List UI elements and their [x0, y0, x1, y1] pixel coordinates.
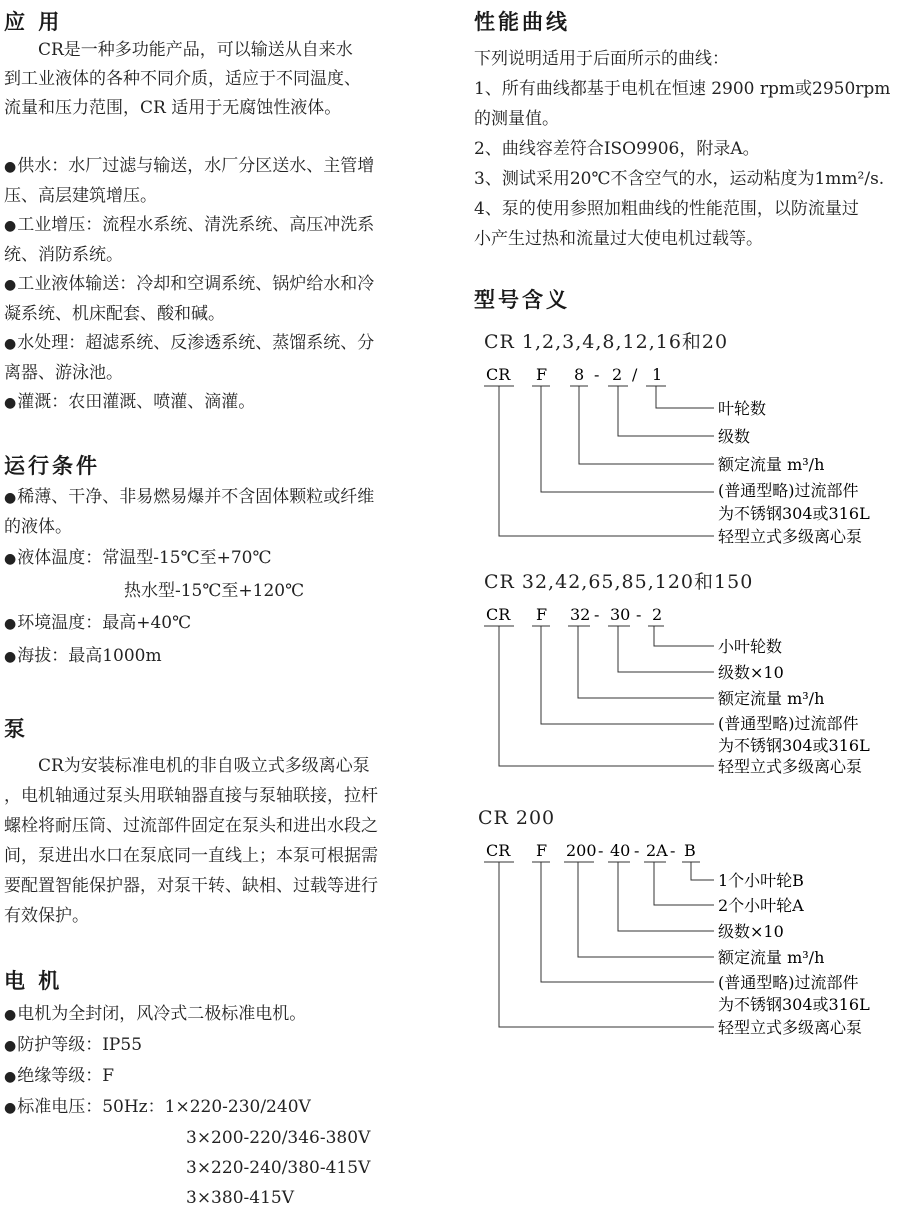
left-column [4, 0, 436, 1213]
right-column [474, 0, 920, 1072]
curves-line: 1、所有曲线都基于电机在恒速 2900 rpm或2950rpm [474, 79, 891, 99]
conditions-line: ● 环境温度：最高+40℃ [4, 607, 436, 640]
model-block1-heading: CR 1,2,3,4,8,12,16和20 [484, 331, 729, 353]
conditions-line: ● 海拔：最高1000m [4, 640, 436, 673]
application-bullet-cont: 统、消防系统。 [4, 245, 123, 265]
curves-title: 性能曲线 [474, 10, 570, 34]
label-material: (普通型略)过流部件 [718, 714, 859, 733]
label-type: 轻型立式多级离心泵 [718, 757, 863, 776]
label-impellers: 叶轮数 [718, 399, 767, 418]
code-impellers: 1 [652, 365, 663, 384]
conditions-line: ● 稀薄、干净、非易燃易爆并不含固体颗粒或纤维 [4, 483, 436, 513]
motor-title: 电 机 [4, 969, 63, 993]
curves-line: 2、曲线容差符合ISO9906，附录A。 [474, 139, 760, 159]
code-f: F [536, 841, 548, 860]
code-cr: CR [486, 365, 511, 384]
label-flow: 额定流量 m³/h [718, 455, 825, 474]
model-block3-diagram [474, 832, 914, 1072]
code-small-impeller-a: 2A [646, 841, 668, 860]
application-bullet: ● 工业增压：流程水系统、清洗系统、高压冲洗系 [4, 211, 436, 241]
application-bullet-cont: 压、高层建筑增压。 [4, 186, 157, 206]
label-type: 轻型立式多级离心泵 [718, 527, 863, 546]
code-dash: - [670, 841, 676, 860]
application-bullet: ● 供水：水厂过滤与输送，水厂分区送水、主管增 [4, 152, 436, 182]
code-stages: 2 [612, 365, 623, 384]
motor-line: ● 绝缘等级：F [4, 1061, 436, 1092]
application-intro-line: 到工业液体的各种不同介质，适应于不同温度、 [4, 69, 361, 89]
code-flow: 8 [574, 365, 585, 384]
motor-line: ● 防护等级：IP55 [4, 1030, 436, 1061]
application-bullet: ● 工业液体输送：冷却和空调系统、锅炉给水和冷 [4, 270, 436, 300]
pump-title: 泵 [4, 717, 28, 741]
code-stages: 30 [610, 605, 631, 624]
label-stages: 级数×10 [718, 663, 784, 682]
label-material-2: 为不锈钢304或316L [718, 995, 870, 1014]
label-type: 轻型立式多级离心泵 [718, 1018, 863, 1037]
conditions-line: ● 液体温度：常温型-15℃至+70℃ [4, 542, 436, 575]
motor-line: 3×380-415V [186, 1188, 294, 1208]
curves-line: 4、泵的使用参照加粗曲线的性能范围，以防流量过 [474, 199, 859, 219]
code-slash: / [632, 365, 638, 384]
conditions-title: 运行条件 [4, 454, 100, 478]
code-cr: CR [486, 841, 511, 860]
curves-line: 3、测试采用20℃不含空气的水，运动粘度为1mm²/s. [474, 169, 885, 189]
model-block2-heading: CR 32,42,65,85,120和150 [484, 571, 754, 593]
code-cr: CR [486, 605, 511, 624]
code-dash: - [594, 365, 600, 384]
pump-line: 间，泵进出水口在泵底同一直线上；本泵可根据需 [4, 846, 378, 866]
code-dash: - [636, 605, 642, 624]
conditions-line: 热水型-15℃至+120℃ [124, 581, 305, 601]
code-flow: 32 [570, 605, 591, 624]
application-bullet: ● 水处理：超滤系统、反渗透系统、蒸馏系统、分 [4, 329, 436, 359]
model-block1-diagram [474, 356, 914, 568]
code-small-impellers: 2 [652, 605, 663, 624]
application-intro-line: 流量和压力范围，CR 适用于无腐蚀性液体。 [4, 98, 342, 118]
motor-line: 3×200-220/346-380V [186, 1128, 371, 1148]
label-flow: 额定流量 m³/h [718, 689, 825, 708]
model-block3-heading: CR 200 [478, 807, 556, 829]
label-flow: 额定流量 m³/h [718, 948, 825, 967]
label-material: (普通型略)过流部件 [718, 973, 859, 992]
motor-line: ● 电机为全封闭，风冷式二极标准电机。 [4, 999, 436, 1030]
model-block2-diagram [474, 596, 914, 798]
application-bullet: ● 灌溉：农田灌溉、喷灌、滴灌。 [4, 388, 436, 418]
code-stages: 40 [610, 841, 631, 860]
pump-line: 要配置智能保护器，对泵干转、缺相、过载等进行 [4, 876, 378, 896]
application-bullet-cont: 离器、游泳池。 [4, 363, 123, 383]
code-dash: - [594, 605, 600, 624]
label-stages: 级数 [718, 427, 751, 446]
code-dash: - [598, 841, 604, 860]
pump-line: CR为安装标准电机的非自吸立式多级离心泵 [38, 756, 370, 776]
label-impeller-b: 1个小叶轮B [718, 871, 804, 890]
application-title: 应 用 [4, 10, 63, 34]
label-stages: 级数×10 [718, 922, 784, 941]
curves-line: 小产生过热和流量过大使电机过载等。 [474, 229, 763, 249]
curves-line: 下列说明适用于后面所示的曲线： [474, 49, 729, 69]
motor-line: 3×220-240/380-415V [186, 1158, 371, 1178]
pump-line: 螺栓将耐压筒、过流部件固定在泵头和进出水段之 [4, 816, 378, 836]
model-title: 型号含义 [474, 288, 570, 312]
code-f: F [536, 605, 548, 624]
label-impeller-a: 2个小叶轮A [718, 896, 804, 915]
label-material-2: 为不锈钢304或316L [718, 504, 870, 523]
conditions-line: 的液体。 [4, 517, 72, 537]
motor-line: ● 标准电压：50Hz：1×220-230/240V [4, 1092, 436, 1123]
label-small-impellers: 小叶轮数 [718, 637, 783, 656]
code-dash: - [634, 841, 640, 860]
pump-line: ，电机轴通过泵头用联轴器直接与泵轴联接，拉杆 [4, 786, 378, 806]
code-small-impeller-b: B [684, 841, 696, 860]
pump-line: 有效保护。 [4, 906, 89, 926]
label-material: (普通型略)过流部件 [718, 481, 859, 500]
code-flow: 200 [566, 841, 597, 860]
label-material-2: 为不锈钢304或316L [718, 736, 870, 755]
application-intro-line: CR是一种多功能产品，可以输送从自来水 [38, 40, 353, 60]
curves-line: 的测量值。 [474, 109, 559, 129]
application-bullet-cont: 凝系统、机床配套、酸和碱。 [4, 304, 225, 324]
code-f: F [536, 365, 548, 384]
